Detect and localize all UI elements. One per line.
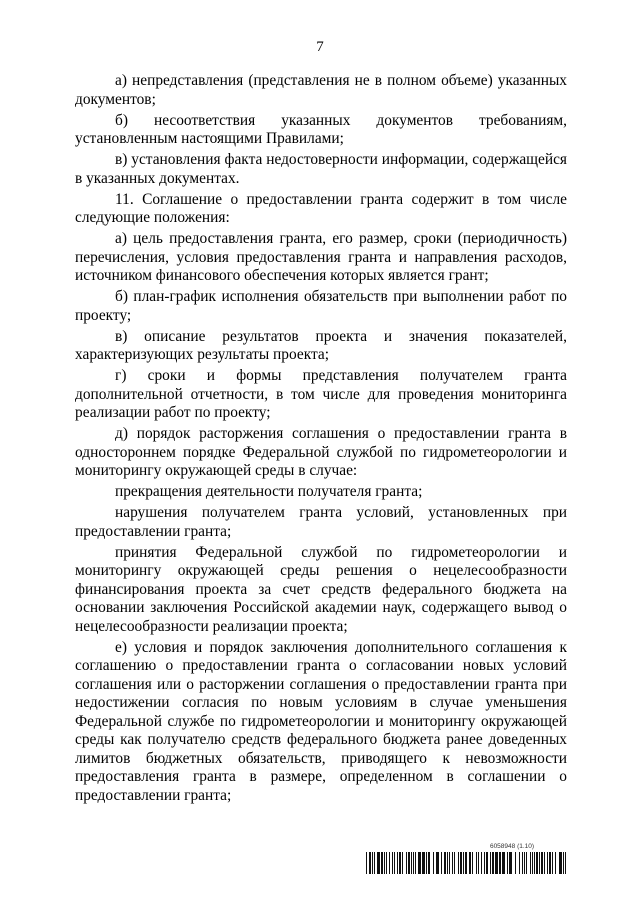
paragraph-v-results: в) описание результатов проекта и значения показателей, характеризующих результаты проекта; [75, 327, 567, 363]
paragraph-termination-cessation: прекращения деятельности получателя гранта; [115, 483, 423, 500]
paragraph-b-noncompliance: б) несоответствия указанных документов требованиям, установленным настоящими Правилами; [75, 111, 567, 147]
paragraph-v-false-info: в) установления факта недостоверности информации, содержащейся в указанных документах. [75, 151, 567, 187]
paragraph-e-supplementary: е) условия и порядок заключения дополнительного соглашения к соглашению о предоставлении гранта о согласовании новых условий соглашения или о расторжении соглашения о предоставлении гранта при недостижении согласия по новым условиям в случае уменьшения Федеральной службе по гидрометеорологии и мониторингу окружающей среды как получателю средств федерального бюджета ранее доведенных лимитов бюджетных обязательств, приводящего к невозможности предоставления гранта в размере, определенном в соглашении о предоставлении гранта; [75, 638, 567, 804]
paragraph-a-purpose: а) цель предоставления гранта, его размер, сроки (периодичность) перечисления, условия предоставления гранта и направления расходов, источником финансового обеспечения которых является грант; [75, 230, 567, 284]
document-body [75, 72, 567, 808]
paragraph-g-reporting: г) сроки и формы представления получателем гранта дополнительной отчетности, в том числе для проведения мониторинга реализации работ по проекту; [75, 367, 567, 421]
paragraph-a-nonsubmission: а) непредставления (представления не в полном объеме) указанных документов; [75, 72, 567, 108]
document-code: 6058948 (1.10) [489, 843, 535, 850]
barcode-graphic [366, 852, 568, 874]
paragraph-11-agreement: 11. Соглашение о предоставлении гранта содержит в том числе следующие положения: [75, 190, 567, 226]
barcode [366, 852, 568, 874]
paragraph-termination-decision: принятия Федеральной службой по гидрометеорологии и мониторингу окружающей среды решения о нецелесообразности финансирования проекта за счет средств федерального бюджета на основании заключения Российской академии наук, содержащего вывод о нецелесообразности реализации проекта; [75, 543, 567, 635]
page-number: 7 [316, 39, 324, 55]
paragraph-b-schedule: б) план-график исполнения обязательств при выполнении работ по проекту; [75, 288, 567, 324]
paragraph-termination-violation: нарушения получателем гранта условий, установленных при предоставлении гранта; [75, 504, 567, 540]
paragraph-d-termination: д) порядок расторжения соглашения о предоставлении гранта в одностороннем порядке Федеральной службой по гидрометеорологии и мониторингу окружающей среды в случае: [75, 425, 567, 479]
